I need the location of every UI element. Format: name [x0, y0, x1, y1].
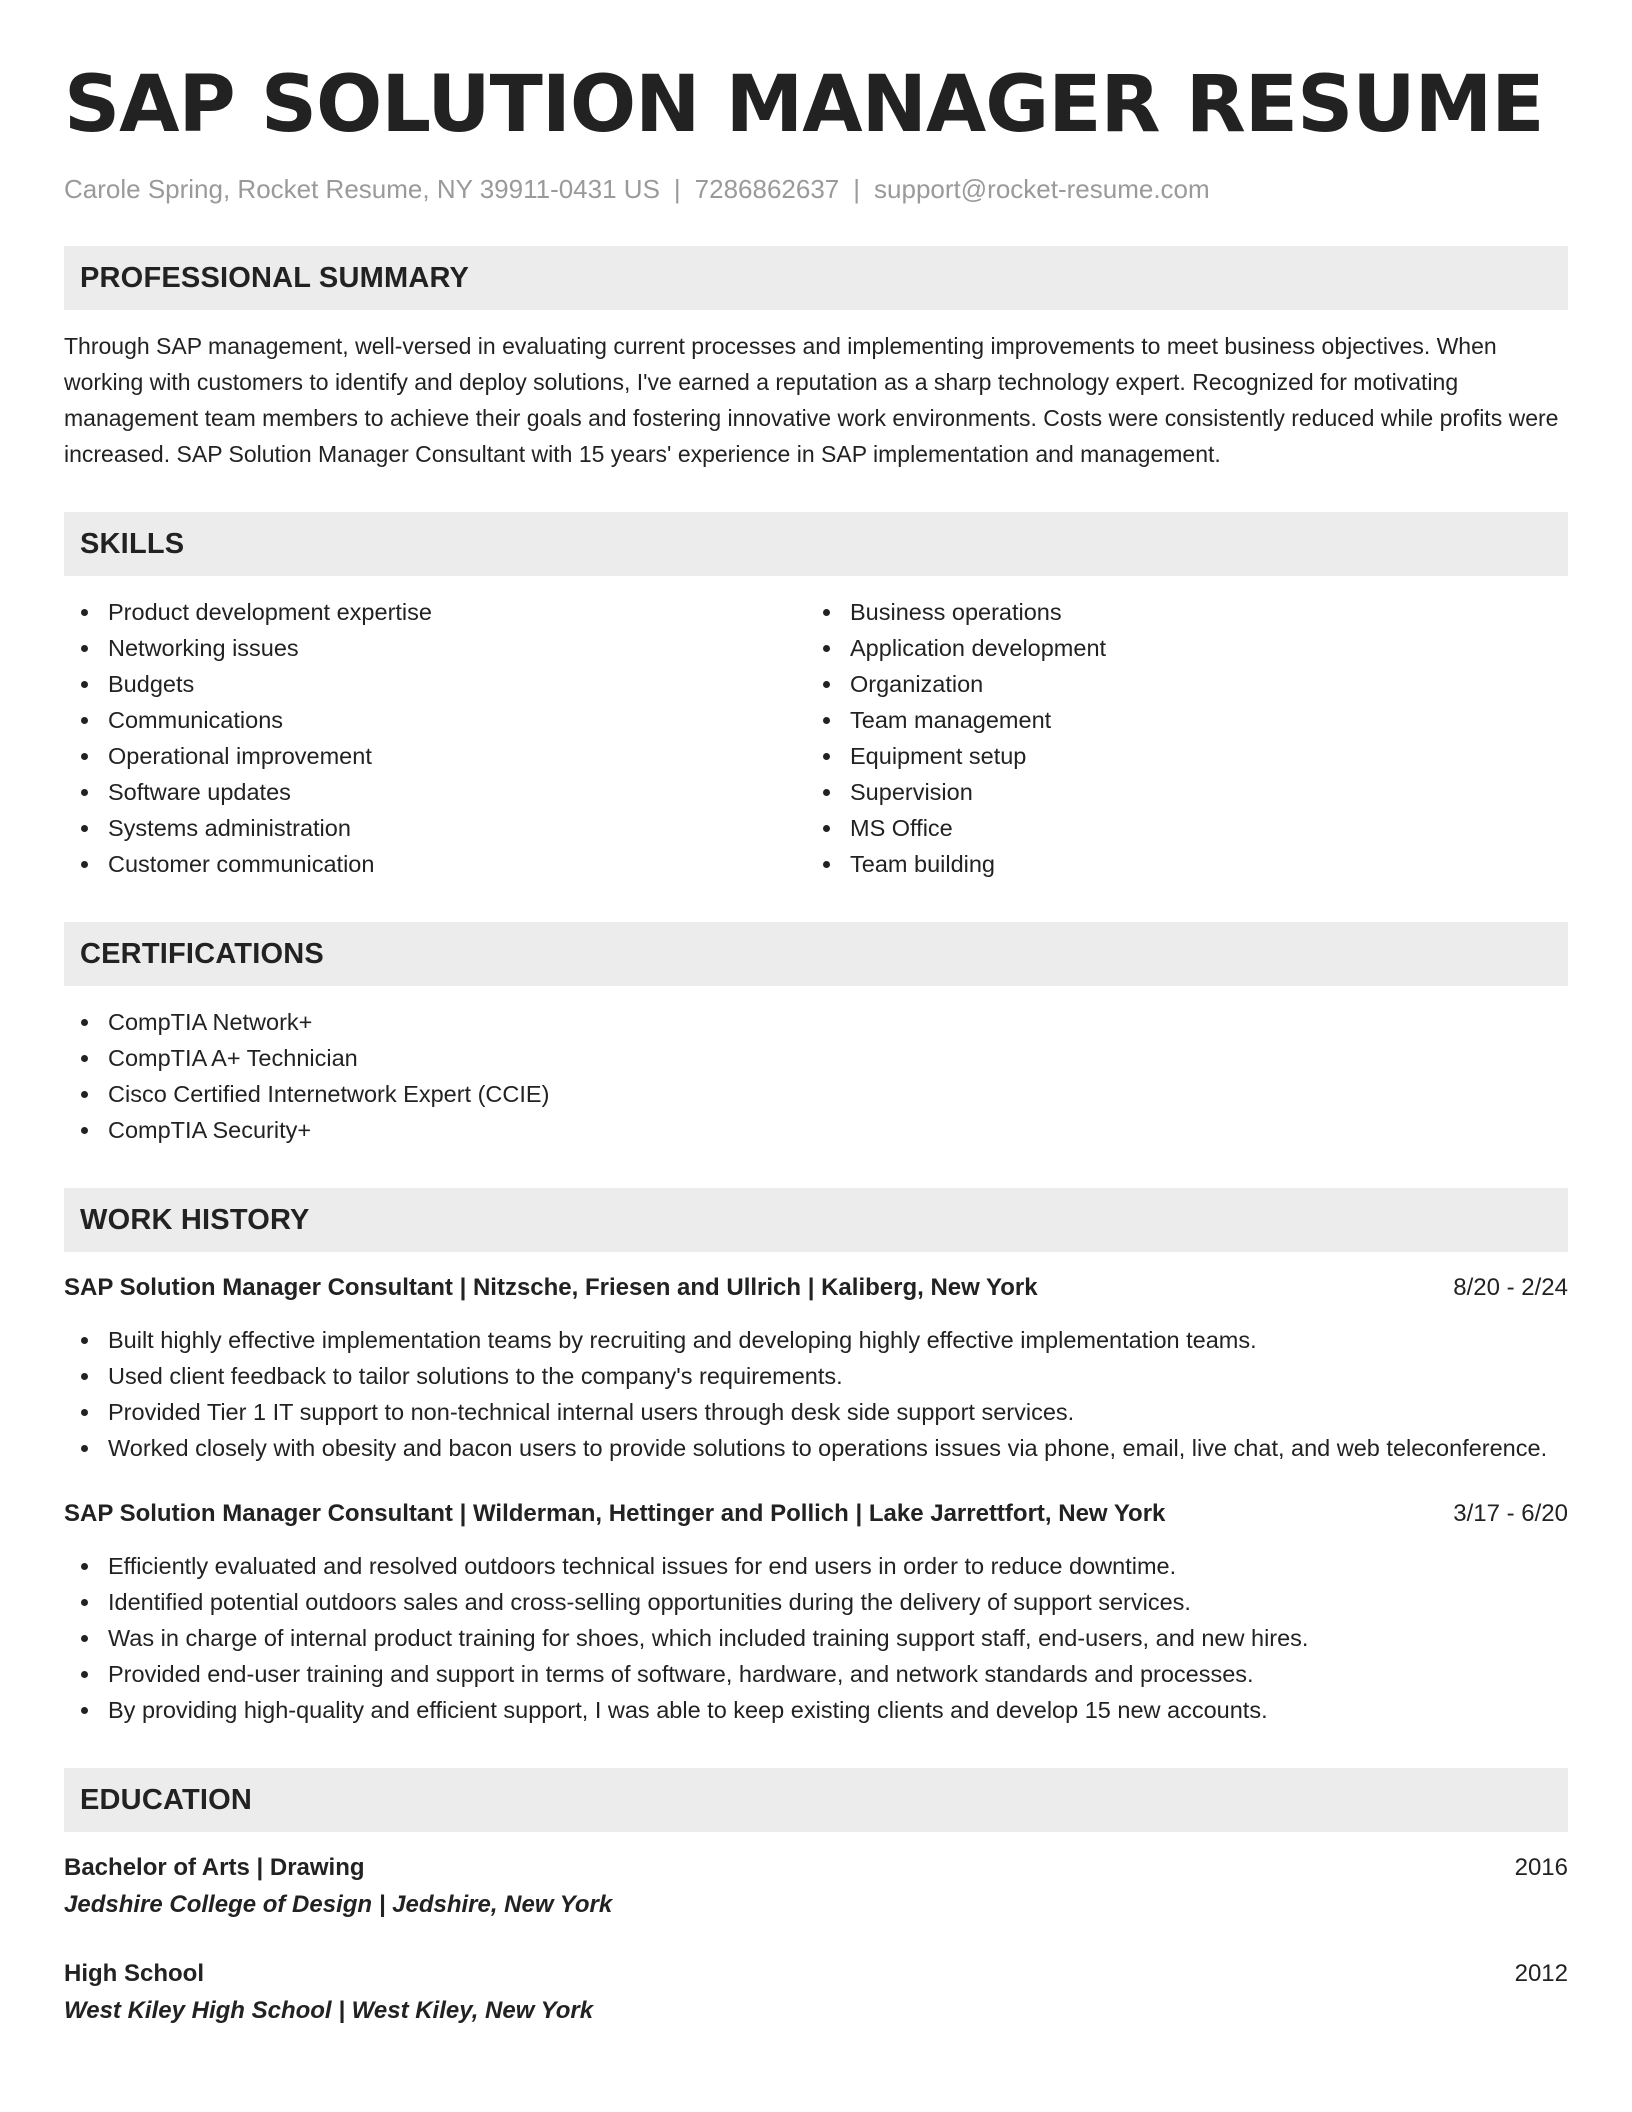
contact-separator: |	[673, 174, 681, 204]
certifications-list	[64, 1004, 1568, 1148]
education-entry	[64, 1850, 1568, 1924]
education-school: West Kiley High School | West Kiley, New York	[64, 1997, 594, 2024]
job-bullet: Was in charge of internal product training for shoes, which included training support staff, end-users, and new hires.	[64, 1620, 1568, 1656]
skill-item: Team building	[806, 846, 1548, 882]
job-title: SAP Solution Manager Consultant | Nitzsche, Friesen and Ullrich | Kaliberg, New York	[64, 1274, 1038, 1301]
skill-item: Software updates	[64, 774, 806, 810]
skill-item: Equipment setup	[806, 738, 1548, 774]
skill-item: Supervision	[806, 774, 1548, 810]
skill-item: Team management	[806, 702, 1548, 738]
certifications-heading: CERTIFICATIONS	[64, 922, 1568, 986]
job-entry	[64, 1496, 1568, 1728]
skills-heading: SKILLS	[64, 512, 1568, 576]
skills-list	[64, 594, 1568, 882]
contact-phone: 7286862637	[694, 174, 840, 204]
job-header	[64, 1496, 1568, 1532]
education-header	[64, 1850, 1568, 1886]
skill-item: Systems administration	[64, 810, 806, 846]
job-bullet: Efficiently evaluated and resolved outdoors technical issues for end users in order to reduce downtime.	[64, 1548, 1568, 1584]
job-bullet: Worked closely with obesity and bacon users to provide solutions to operations issues via phone, email, live chat, and web teleconference.	[64, 1430, 1568, 1466]
education-school: Jedshire College of Design | Jedshire, New York	[64, 1891, 613, 1918]
skills-column-left	[64, 594, 806, 882]
skills-column-right	[806, 594, 1548, 882]
education-degree: Bachelor of Arts | Drawing	[64, 1854, 365, 1881]
certification-item: CompTIA Security+	[64, 1112, 1568, 1148]
job-title: SAP Solution Manager Consultant | Wilderman, Hettinger and Pollich | Lake Jarrettfort, New York	[64, 1500, 1166, 1527]
work-history-heading: WORK HISTORY	[64, 1188, 1568, 1252]
education-year: 2016	[1514, 1854, 1568, 1881]
skill-item: Product development expertise	[64, 594, 806, 630]
resume-title: SAP SOLUTION MANAGER RESUME	[64, 60, 1544, 150]
contact-line	[64, 172, 1568, 206]
summary-heading: PROFESSIONAL SUMMARY	[64, 246, 1568, 310]
contact-separator: |	[853, 174, 861, 204]
job-bullets	[64, 1548, 1568, 1728]
skill-item: Networking issues	[64, 630, 806, 666]
job-bullet: By providing high-quality and efficient support, I was able to keep existing clients and develop 15 new accounts.	[64, 1692, 1568, 1728]
skill-item: Operational improvement	[64, 738, 806, 774]
resume-page	[64, 58, 1568, 2030]
job-dates: 8/20 - 2/24	[1453, 1274, 1568, 1301]
education-degree: High School	[64, 1960, 204, 1987]
job-bullets	[64, 1322, 1568, 1466]
job-bullet: Used client feedback to tailor solutions to the company's requirements.	[64, 1358, 1568, 1394]
skill-item: Application development	[806, 630, 1548, 666]
education-year: 2012	[1514, 1960, 1568, 1987]
skill-item: Organization	[806, 666, 1548, 702]
job-header	[64, 1270, 1568, 1306]
skill-item: Customer communication	[64, 846, 806, 882]
contact-address: Carole Spring, Rocket Resume, NY 39911-0431 US	[64, 174, 660, 204]
skill-item: Business operations	[806, 594, 1548, 630]
certification-item: CompTIA Network+	[64, 1004, 1568, 1040]
education-header	[64, 1956, 1568, 1992]
job-entry	[64, 1270, 1568, 1466]
skill-item: MS Office	[806, 810, 1548, 846]
certification-item: CompTIA A+ Technician	[64, 1040, 1568, 1076]
job-bullet: Identified potential outdoors sales and cross-selling opportunities during the delivery of support services.	[64, 1584, 1568, 1620]
education-heading: EDUCATION	[64, 1768, 1568, 1832]
contact-email: support@rocket-resume.com	[874, 174, 1210, 204]
education-entry	[64, 1956, 1568, 2030]
job-bullet: Built highly effective implementation teams by recruiting and developing highly effective implementation teams.	[64, 1322, 1568, 1358]
certification-item: Cisco Certified Internetwork Expert (CCIE)	[64, 1076, 1568, 1112]
job-bullet: Provided end-user training and support in terms of software, hardware, and network standards and processes.	[64, 1656, 1568, 1692]
skill-item: Communications	[64, 702, 806, 738]
summary-text: Through SAP management, well-versed in evaluating current processes and implementing improvements to meet business objectives. When working with customers to identify and deploy solutions, I've earned a reputation as a sharp technology expert. Recognized for motivating management team members to achieve their goals and fostering innovative work environments. Costs were consistently reduced while profits were increased. SAP Solution Manager Consultant with 15 years' experience in SAP implementation and management.	[64, 333, 1559, 467]
job-dates: 3/17 - 6/20	[1453, 1500, 1568, 1527]
job-bullet: Provided Tier 1 IT support to non-technical internal users through desk side support services.	[64, 1394, 1568, 1430]
skill-item: Budgets	[64, 666, 806, 702]
